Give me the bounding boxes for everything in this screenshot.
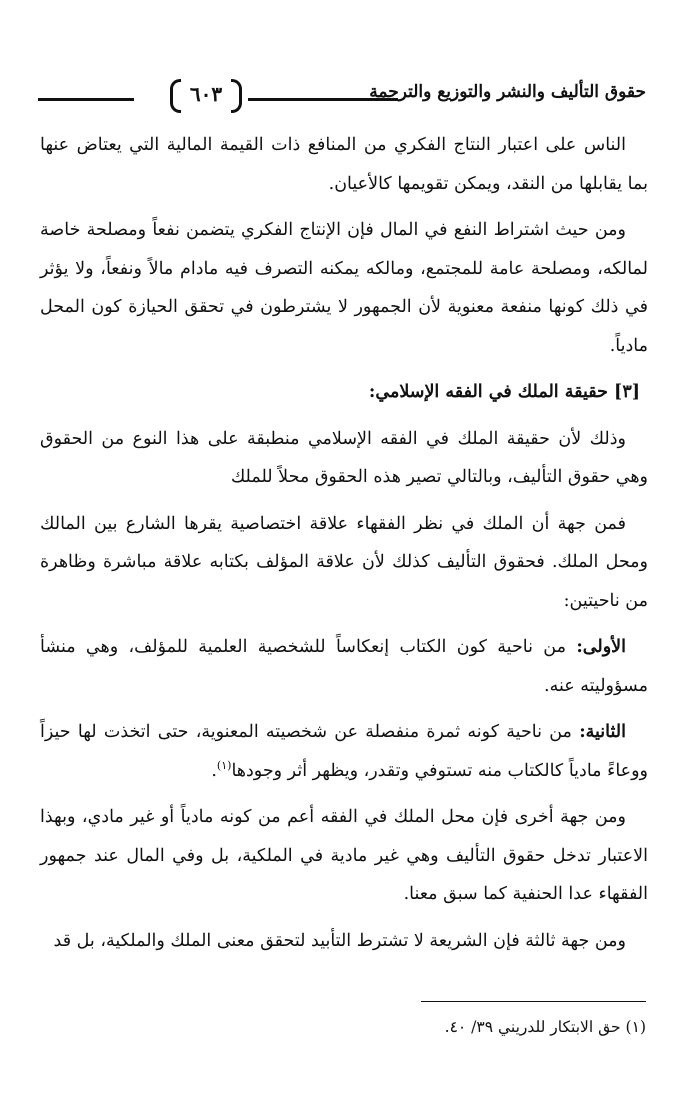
aspect-text: من ناحية كونه ثمرة منفصلة عن شخصيته المعنوية، حتى اتخذت لها حيزاً ووعاءً مادياً كالكتاب منه تستوفي وتقدر، ويظهر أثر وجودها — [40, 722, 648, 781]
header-rule-left — [38, 98, 134, 101]
aspect-second — [40, 713, 648, 790]
paragraph: فمن جهة أن الملك في نظر الفقهاء علاقة اختصاصية يقرها الشارع بين المالك ومحل الملك. فحقوق التأليف كذلك لأن علاقة المؤلف بكتابه علاقة مباشرة وظاهرة من ناحيتين: — [40, 513, 648, 611]
section-heading: [٣] حقيقة الملك في الفقه الإسلامي: — [368, 382, 640, 402]
header-title: حقوق التأليف والنشر والتوزيع والترجمة — [369, 82, 646, 102]
aspect-text: من ناحية كون الكتاب إنعكاساً للشخصية العلمية للمؤلف، وهي منشأ مسؤوليته عنه. — [40, 637, 648, 696]
aspect-first — [40, 628, 648, 705]
paragraph: ومن حيث اشتراط النفع في المال فإن الإنتاج الفكري يتضمن نفعاً ومصلحة خاصة لمالكه، ومصلحة عامة للمجتمع، ومالكه يمكنه التصرف فيه مادام مالاً ونفعاً، ولا يؤثر في ذلك كونها منفعة معنوية لأن الجمهور لا يشترطون في تحقق الحيازة كون المحل مادياً. — [40, 220, 648, 356]
footnote-marker[interactable]: (١) — [216, 758, 232, 772]
page-number: ٦٠٣ — [176, 77, 236, 111]
sentence-end: . — [211, 760, 217, 781]
body-text — [40, 126, 648, 968]
paragraph: الناس على اعتبار النتاج الفكري من المنافع ذات القيمة المالية التي يعتاض عنها بما يقابلها من النقد، ويمكن تقويمها كالأعيان. — [40, 135, 648, 194]
aspect-label: الثانية: — [579, 722, 626, 742]
footnote: (١) حق الابتكار للدريني ٣٩/ ٤٠. — [444, 1018, 646, 1036]
paragraph: ومن جهة أخرى فإن محل الملك في الفقه أعم من كونه مادياً أو غير مادي، وبهذا الاعتبار تدخل حقوق التأليف وهي غير مادية في الملكية، بل وفي المال عند جمهور الفقهاء عدا الحنفية كما سبق معنا. — [40, 807, 648, 904]
running-header — [38, 76, 646, 116]
paragraph: وذلك لأن حقيقة الملك في الفقه الإسلامي منطبقة على هذا النوع من الحقوق وهي حقوق التأليف، وبالتالي تصير هذه الحقوق محلاً للملك — [40, 428, 648, 487]
footnote-divider — [421, 1001, 646, 1002]
paragraph: ومن جهة ثالثة فإن الشريعة لا تشترط التأبيد لتحقق معنى الملك والملكية، بل قد — [53, 930, 626, 951]
aspect-label: الأولى: — [576, 637, 626, 657]
